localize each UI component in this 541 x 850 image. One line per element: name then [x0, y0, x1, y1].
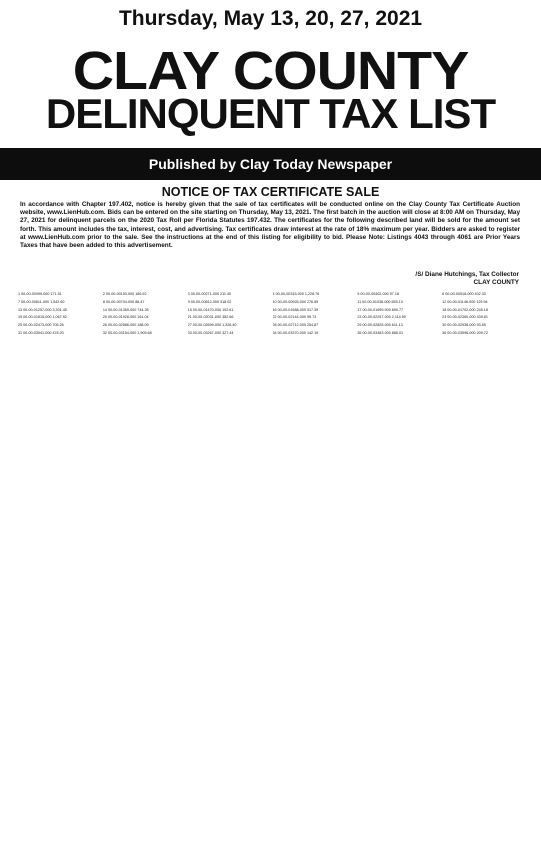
listing-entry: 30 00-00-02938-000 93.55: [442, 323, 486, 328]
listing-entry: 8 00-00-00704-000 88.47: [102, 299, 145, 304]
listing-entry: 22 00-00-02144-000 95.73: [272, 315, 317, 320]
listing-column: [273, 292, 354, 840]
listing-column: [442, 292, 523, 840]
listing-entry: 14 00-00-01369-000 744.28: [102, 307, 149, 312]
listing-entry: 4 00-00-00315-000 1,228.76: [272, 292, 320, 296]
listing-entry: 7 00-00-00611-000 1,542.60: [18, 299, 65, 304]
listing-column: [188, 292, 269, 840]
listing-entry: 26 00-00-02586-000 188.09: [102, 323, 149, 328]
notice-body: In accordance with Chapter 197.402, notice is hereby given that the sale of tax certificates will be conducted online on the Clay County Tax Certificate Auction website, www.LienHub.com. Bids can be entered on the site starting on Thursday, May 13, 2021. The first batch in the auction will close at 8:00 AM on Thursday, May 27, 2021 for delinquent parcels on the 2020 Tax Roll per Florida Statutes 197.432. The certificates for the following described land will be sold for the amount set forth. This amount includes the tax, interest, cost, and advertising. Tax certificates draw interest at the rate of 18% maximum per year. Bidders are asked to register at www.LienHub.com prior to the sale. See the instructions at the end of this listing for eligibility to bid. Please Note: Listings 4043 through 4061 are Prior Years Taxes that have been added to this advertisement.: [20, 201, 520, 250]
listing-column: [18, 292, 99, 840]
listing-entry: 25 00-00-02473-000 705.26: [18, 323, 64, 328]
listing-entry: 20 00-00-01928-000 161.04: [102, 315, 149, 320]
listing-entry: 2 00-00-00153-000 186.92: [102, 292, 147, 296]
listing-entry: 10 00-00-00925-000 276.55: [272, 299, 319, 304]
signature-org: CLAY COUNTY: [473, 279, 519, 286]
listing-entry: 27 00-00-02699-000 1,326.40: [187, 323, 237, 328]
listing-column: [357, 292, 438, 840]
listing-column: [103, 292, 184, 840]
listing-entry: 19 00-00-01815-000 1,067.92: [18, 315, 67, 320]
listing-entry: 34 00-00-03370-000 142.19: [272, 330, 319, 335]
masthead-title: CLAY COUNTY: [72, 41, 469, 101]
signature-name: /S/ Diane Hutchings, Tax Collector: [415, 271, 519, 278]
listing-entry: 33 00-00-03267-000 327.44: [187, 330, 234, 335]
listing-entry: 35 00-00-03483-000 866.01: [357, 330, 404, 335]
listing-entry: 13 00-00-01257-000 3,301.45: [18, 307, 67, 312]
masthead-subtitle: DELINQUENT TAX LIST: [45, 90, 496, 137]
listing-entry: 24 00-00-02360-000 439.81: [442, 315, 488, 320]
publisher-banner: Published by Clay Today Newspaper: [0, 148, 541, 180]
listing-entry: 18 00-00-01702-000 245.18: [442, 307, 488, 312]
tax-listings: [18, 292, 523, 840]
listing-entry: 29 00-00-02825-000 611.13: [357, 323, 403, 328]
listing-entry: 3 00-00-00271-000 211.40: [187, 292, 232, 296]
notice-heading: NOTICE OF TAX CERTIFICATE SALE: [161, 185, 380, 199]
listing-entry: 23 00-00-02257-000 2,114.50: [357, 315, 406, 320]
listing-entry: 15 00-00-01470-000 102.61: [187, 307, 234, 312]
listing-entry: 5 00-00-00402-000 97.18: [357, 292, 399, 296]
listing-entry: 1 00-00-00099-000 171.51: [18, 292, 62, 296]
listing-entry: 36 00-00-03596-000 209.72: [442, 330, 488, 335]
listing-entry: 21 00-00-02031-000 382.66: [187, 315, 234, 320]
listing-entry: 9 00-00-00812-000 318.02: [187, 299, 232, 304]
listing-entry: 11 00-00-01038-000 655.10: [357, 299, 403, 304]
listing-entry: 6 00-00-00518-000 402.33: [442, 292, 486, 296]
listing-entry: 32 00-00-03154-000 1,905.68: [102, 330, 152, 335]
listing-entry: 16 00-00-01588-000 517.39: [272, 307, 319, 312]
issue-date: Thursday, May 13, 20, 27, 2021: [118, 7, 423, 30]
listing-entry: 28 00-00-02712-000 254.87: [272, 323, 319, 328]
listing-entry: 17 00-00-01699-000 890.77: [357, 307, 404, 312]
listing-entry: 31 00-00-03041-000 478.20: [18, 330, 64, 335]
listing-entry: 12 00-00-01146-000 129.94: [442, 299, 488, 304]
